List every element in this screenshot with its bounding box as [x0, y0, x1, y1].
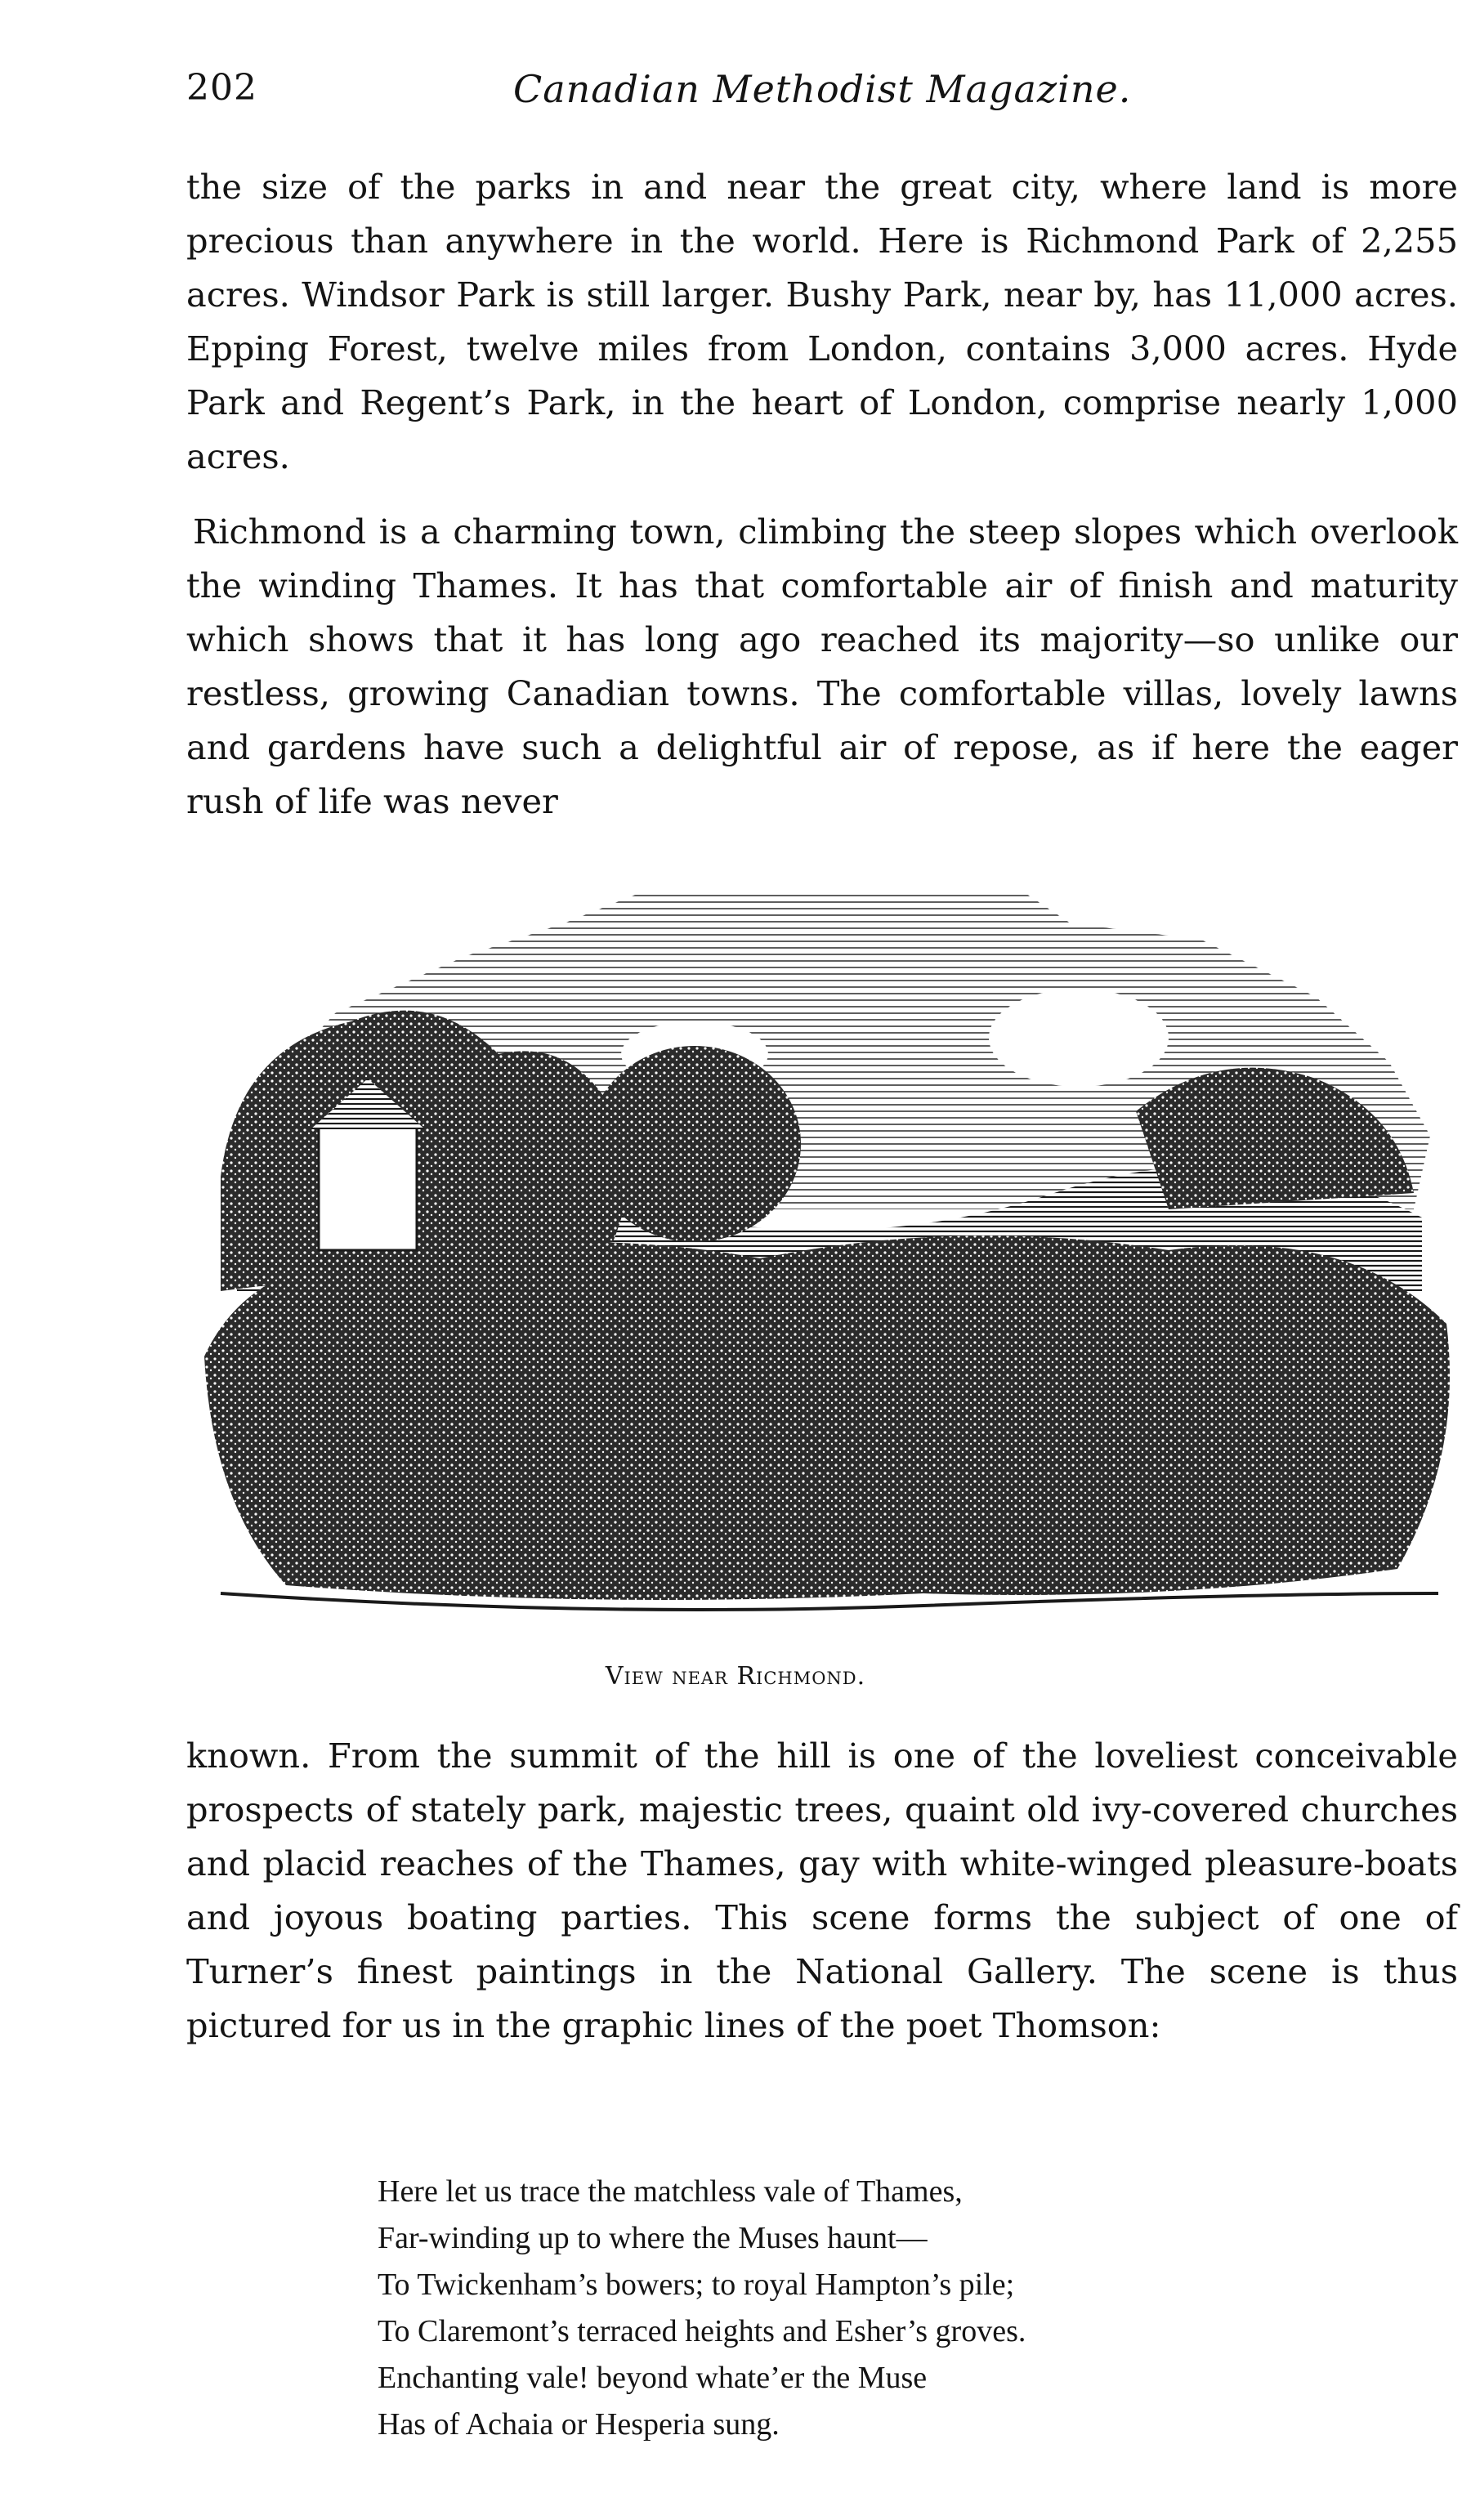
- illustration-caption: View near Richmond.: [605, 1662, 866, 1691]
- poem-quotation: [378, 2169, 1358, 2448]
- poem-line: To Twickenham’s bowers; to royal Hampton’s pile;: [378, 2268, 1015, 2302]
- paragraph-summit: known. From the summit of the hill is one of the loveliest conceivable prospects of stately park, majestic trees, quaint old ivy-covered churches and placid reaches of the Thames, gay with white-winged pleasure-boats and joyous boating parties. This scene forms the subject of one of Turner’s finest paintings in the National Gallery. The scene is thus pictured for us in the graphic lines of the poet Thomson:: [186, 1736, 1458, 2045]
- page-header: [186, 67, 1461, 124]
- poem-line: Far-winding up to where the Muses haunt—: [378, 2221, 928, 2255]
- cloud: [989, 989, 1169, 1087]
- middle-tree: [588, 1046, 801, 1242]
- engraving-view-near-richmond: [188, 866, 1463, 1626]
- page-number: 202: [186, 67, 257, 109]
- house: [319, 1128, 417, 1250]
- paragraph-parks: the size of the parks in and near the great city, where land is more precious than anywhere in the world. Here is Richmond Park of 2,255 acres. Windsor Park is still larger. Bushy Park, near by, has 11,000 acres. Epping Forest, twelve miles from London, contains 3,000 acres. Hyde Park and Regent’s Park, in the heart of London, comprise nearly 1,000 acres.: [186, 167, 1458, 476]
- paragraph-richmond: Richmond is a charming town, climbing the steep slopes which overlook the winding Thames. It has that comfortable air of finish and maturity which shows that it has long ago reached its majority—so unlike our restless, growing Canadian towns. The comfortable villas, lovely lawns and gardens have such a delightful air of repose, as if here the eager rush of life was never: [186, 512, 1458, 821]
- poem-line: To Claremont’s terraced heights and Esher’s groves.: [378, 2314, 1026, 2348]
- poem-line: Has of Achaia or Hesperia sung.: [378, 2407, 780, 2442]
- foreground-foliage: [204, 1235, 1450, 1600]
- poem-line: Enchanting vale! beyond whate’er the Muse: [378, 2361, 928, 2395]
- poem-line: Here let us trace the matchless vale of Thames,: [378, 2174, 963, 2209]
- running-head: Canadian Methodist Magazine.: [513, 67, 1132, 111]
